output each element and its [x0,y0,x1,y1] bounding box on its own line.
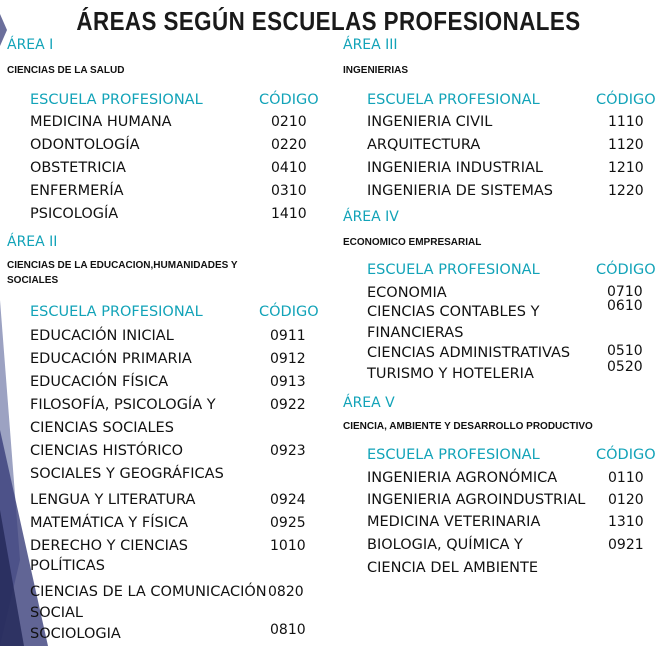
school-name-line-1: CIENCIAS DE LA COMUNICACIÓN [30,584,267,600]
school-code: 0921 [608,537,644,553]
school-name: INGENIERIA AGRONÓMICA [367,470,558,486]
school-name: INGENIERIA DE SISTEMAS [367,183,553,199]
column-header-school: ESCUELA PROFESIONAL [30,92,203,108]
school-name: INGENIERIA CIVIL [367,114,493,130]
school-name: ECONOMIA [367,285,447,301]
school-name: ENFERMERÍA [30,183,124,199]
area-category: ECONOMICO EMPRESARIAL [343,237,482,248]
school-code: 0924 [270,492,306,508]
school-name: SOCIOLOGIA [30,626,121,642]
school-code: 0925 [270,515,306,531]
column-header-code: CÓDIGO [259,92,319,108]
school-name: PSICOLOGÍA [30,206,119,222]
school-code: 0923 [270,443,306,459]
school-code: 0820 [268,584,304,600]
school-name: INGENIERIA INDUSTRIAL [367,160,543,176]
area-label: ÁREA I [7,37,54,53]
column-header-school: ESCUELA PROFESIONAL [367,447,540,463]
school-name-line-2: SOCIALES Y GEOGRÁFICAS [30,466,224,482]
school-name-line-1: DERECHO Y CIENCIAS [30,538,189,554]
column-header-school: ESCUELA PROFESIONAL [367,92,540,108]
column-header-code: CÓDIGO [596,92,656,108]
school-code: 1120 [608,137,644,153]
school-name-line-1: FILOSOFÍA, PSICOLOGÍA Y [30,397,216,413]
school-name: CIENCIAS ADMINISTRATIVAS [367,345,571,361]
school-code: 0911 [270,328,306,344]
school-code: 0913 [270,374,306,390]
school-code: 0520 [607,359,643,375]
school-code: 0510 [607,343,643,359]
column-header-code: CÓDIGO [596,262,656,278]
school-code: 0120 [608,492,644,508]
area-category: CIENCIA, AMBIENTE Y DESARROLLO PRODUCTIVO [343,421,593,432]
area-label: ÁREA V [343,395,395,411]
column-header-school: ESCUELA PROFESIONAL [30,304,203,320]
school-name-line-1: CIENCIAS CONTABLES Y [367,304,540,320]
school-code: 0922 [270,397,306,413]
school-name-line-2: FINANCIERAS [367,325,464,341]
school-name: MEDICINA VETERINARIA [367,514,541,530]
area-category-line-2: SOCIALES [7,275,59,286]
school-code: 1210 [608,160,644,176]
school-name-line-2: POLÍTICAS [30,558,105,574]
area-category: CIENCIAS DE LA SALUD [7,65,125,76]
school-code: 1410 [271,206,307,222]
school-name: LENGUA Y LITERATURA [30,492,196,508]
school-code: 0410 [271,160,307,176]
school-code: 1310 [608,514,644,530]
column-header-code: CÓDIGO [596,447,656,463]
school-code: 0210 [271,114,307,130]
area-category: INGENIERIAS [343,65,409,76]
school-name-line-1: BIOLOGIA, QUÍMICA Y [367,537,523,553]
area-label: ÁREA II [7,234,58,250]
school-code: 1010 [270,538,306,554]
school-name: INGENIERIA AGROINDUSTRIAL [367,492,586,508]
area-category-line-1: CIENCIAS DE LA EDUCACION,HUMANIDADES Y [7,260,238,271]
school-name: ARQUITECTURA [367,137,481,153]
school-name-line-2: SOCIAL [30,605,84,621]
column-header-school: ESCUELA PROFESIONAL [367,262,540,278]
school-code: 0220 [271,137,307,153]
page-title: ÁREAS SEGÚN ESCUELAS PROFESIONALES [76,6,581,36]
school-name: MATEMÁTICA Y FÍSICA [30,515,189,531]
column-header-code: CÓDIGO [259,304,319,320]
school-code: 0310 [271,183,307,199]
school-name: OBSTETRICIA [30,160,126,176]
school-name-line-1: CIENCIAS HISTÓRICO [30,443,184,459]
school-code: 0610 [607,298,643,314]
area-label: ÁREA IV [343,209,399,225]
school-name-line-2: CIENCIAS SOCIALES [30,420,174,436]
school-name: TURISMO Y HOTELERIA [367,366,534,382]
school-code: 0110 [608,470,644,486]
school-code: 1110 [608,114,644,130]
area-label: ÁREA III [343,37,398,53]
school-code: 1220 [608,183,644,199]
school-name: MEDICINA HUMANA [30,114,172,130]
school-code: 0810 [270,622,306,638]
school-name: ODONTOLOGÍA [30,137,140,153]
school-name: EDUCACIÓN PRIMARIA [30,351,192,367]
school-code: 0710 [607,284,643,300]
school-name: EDUCACIÓN INICIAL [30,328,174,344]
school-name: EDUCACIÓN FÍSICA [30,374,169,390]
school-name-line-2: CIENCIA DEL AMBIENTE [367,560,539,576]
school-code: 0912 [270,351,306,367]
